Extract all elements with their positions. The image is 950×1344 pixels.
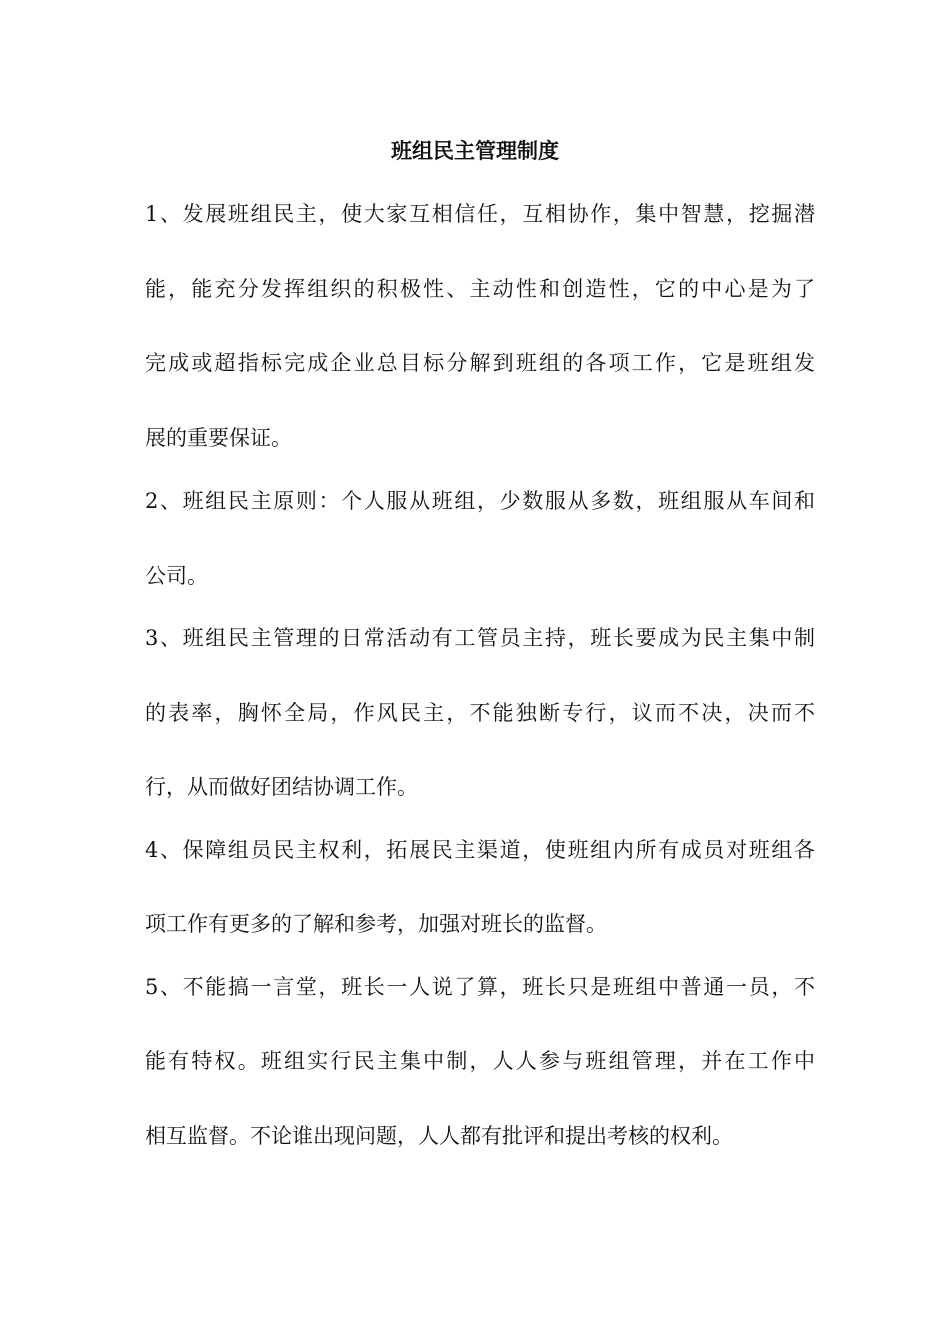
paragraph-3-line-3: 行，从而做好团结协调工作。 — [145, 775, 418, 799]
paragraph-4-line-2: 项工作有更多的了解和参考，加强对班长的监督。 — [145, 912, 607, 936]
paragraph-1-line-2: 能，能充分发挥组织的积极性、主动性和创造性，它的中心是为了 — [145, 277, 815, 301]
paragraph-3-line-2: 的表率，胸怀全局，作风民主，不能独断专行，议而不决，决而不 — [145, 701, 815, 725]
paragraph-1-line-3: 完成或超指标完成企业总目标分解到班组的各项工作，它是班组发 — [145, 351, 815, 375]
paragraph-2-line-2: 公司。 — [145, 564, 208, 588]
paragraph-5-line-2: 能有特权。班组实行民主集中制，人人参与班组管理，并在工作中 — [145, 1049, 815, 1073]
document-title: 班组民主管理制度 — [391, 138, 559, 163]
paragraph-5-line-3: 相互监督。不论谁出现问题，人人都有批评和提出考核的权利。 — [145, 1124, 733, 1148]
paragraph-2-line-1: 2、班组民主原则：个人服从班组，少数服从多数，班组服从车间和 — [145, 489, 815, 513]
paragraph-4-line-1: 4、保障组员民主权利，拓展民主渠道，使班组内所有成员对班组各 — [145, 838, 815, 862]
paragraph-5-line-1: 5、不能搞一言堂，班长一人说了算，班长只是班组中普通一员，不 — [145, 975, 815, 999]
paragraph-3-line-1: 3、班组民主管理的日常活动有工管员主持，班长要成为民主集中制 — [145, 626, 815, 650]
paragraph-1-line-1: 1、发展班组民主，使大家互相信任，互相协作，集中智慧，挖掘潜 — [145, 202, 815, 226]
paragraph-1-line-4: 展的重要保证。 — [145, 426, 292, 450]
